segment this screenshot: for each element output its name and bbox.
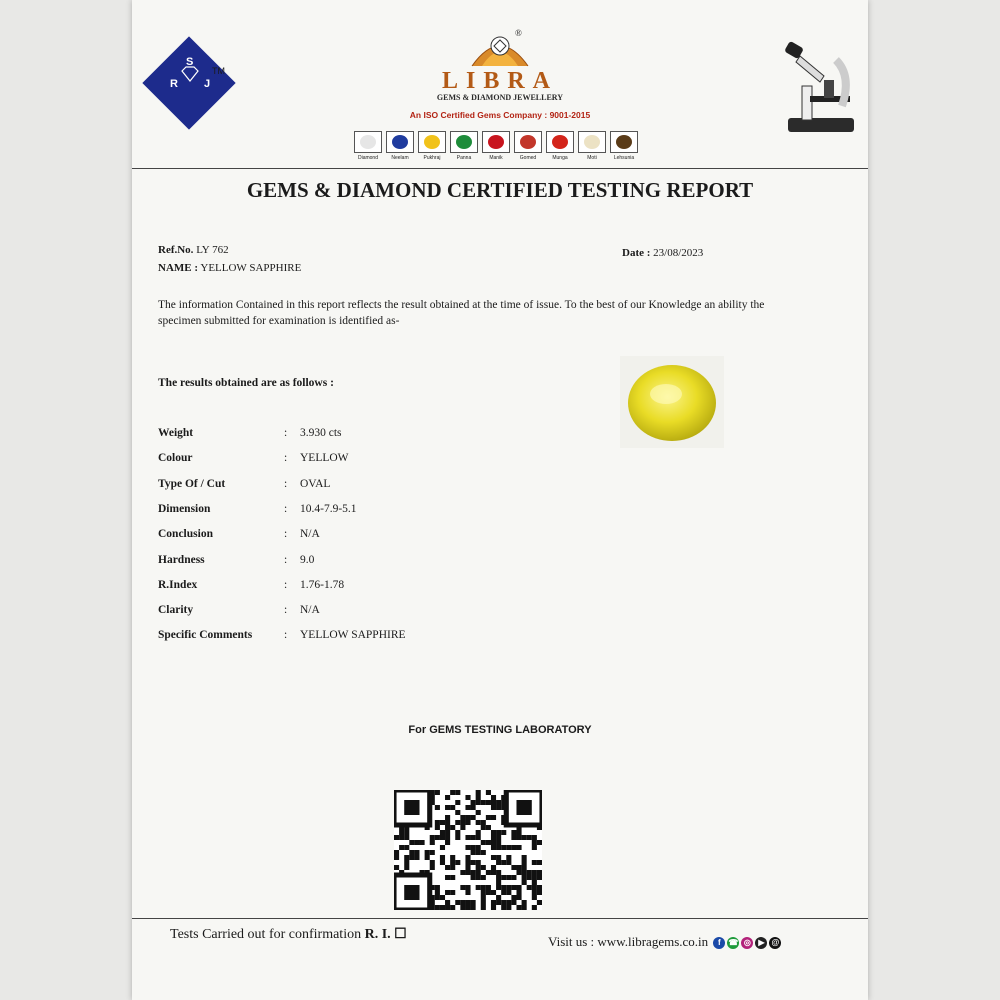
result-colon: : [284,578,288,591]
result-row [158,427,558,445]
result-row [158,478,558,496]
result-value: 1.76-1.78 [300,578,345,591]
social-icons [713,937,781,949]
website-link[interactable]: Visit us : www.libragems.co.in [548,934,709,949]
ref-value: LY 762 [196,244,229,256]
gem-swatch-item [386,131,414,165]
gem-swatch-item [546,131,574,165]
stone-name [158,262,301,274]
gem-swatch-box [610,131,638,153]
footer-divider [132,918,868,919]
tests-text: Tests Carried out for confirmation [170,927,362,942]
result-key: Hardness [158,553,205,566]
instagram-icon[interactable]: ◎ [741,937,753,949]
gem-swatch-item [610,131,638,165]
whatsapp-icon[interactable]: ☎ [728,938,739,948]
gem-strip [354,131,646,165]
gem-icon [392,135,408,149]
result-key: Colour [158,452,193,465]
report-title: GEMS & DIAMOND CERTIFIED TESTING REPORT [246,178,754,202]
ref-label: Ref.No. [158,244,194,256]
trademark-mark: TM [212,66,225,76]
gem-swatch-box [354,131,382,153]
result-key: R.Index [158,578,198,591]
result-row [158,629,558,647]
result-key: Clarity [158,604,194,617]
result-row [158,503,558,521]
gem-swatch-item [354,131,382,165]
result-row [158,528,558,546]
result-row [158,452,558,470]
srj-letter-j: J [204,78,211,90]
gem-swatch-box [578,131,606,153]
result-value: 3.930 cts [300,427,342,439]
gem-swatch-item [418,131,446,165]
result-colon: : [284,528,288,541]
result-value: YELLOW SAPPHIRE [300,629,406,642]
gemstone-photo [620,356,724,448]
iso-line: An ISO Certified Gems Company : 9001-2015 [409,110,591,120]
gem-label: Diamond [357,155,378,161]
result-row [158,579,558,597]
gem-swatch-box [514,131,542,153]
gem-icon [520,135,536,149]
gem-icon [456,135,472,149]
gem-swatch-item [482,131,510,165]
gem-label: Moti [587,155,597,161]
registered-mark: ® [515,28,522,38]
gem-icon [552,135,568,149]
header-divider [132,168,868,169]
result-key: Weight [158,427,194,439]
gem-label: Neelam [391,155,409,161]
result-colon: : [284,477,288,490]
result-colon: : [284,604,288,617]
gem-label: Panna [456,155,472,161]
gem-label: Lehsunia [613,155,635,161]
ref-number [158,244,229,256]
name-value: YELLOW SAPPHIRE [200,262,302,274]
result-value: N/A [300,528,320,541]
qr-code [394,790,542,910]
youtube-icon[interactable]: ▶ [755,937,767,949]
result-colon: : [284,553,288,566]
result-value: N/A [300,604,320,617]
gem-swatch-box [482,131,510,153]
gem-icon [616,135,632,149]
result-colon: : [284,502,288,515]
gem-label: Manik [489,155,503,161]
libra-crest-icon [468,26,532,70]
report-date [622,247,703,259]
gem-label: Munga [552,155,568,161]
srj-letter-s: S [186,56,194,68]
gem-label: Pukhraj [423,155,441,161]
visit-us [548,934,781,950]
result-colon: : [284,452,288,465]
gem-icon [360,135,376,149]
threads-icon[interactable]: @ [769,937,781,949]
brand-name: LIBRA [441,68,559,94]
result-key: Dimension [158,502,211,515]
result-value: OVAL [300,477,331,490]
date-label: Date : [622,247,651,259]
name-label: NAME : [158,262,199,274]
result-key: Specific Comments [158,629,253,642]
brand-tagline: GEMS & DIAMOND JEWELLERY [436,93,564,102]
date-value: 23/08/2023 [653,247,704,259]
gem-icon [584,135,600,149]
gem-swatch-box [386,131,414,153]
tests-confirmation [170,926,407,943]
intro-paragraph: The information Contained in this report reflects the result obtained at the time of issue. To the best of our Knowledge an ability the specimen submitted for examination is identified as- [158,299,765,327]
results-heading: The results obtained are as follows : [158,377,334,389]
lab-signature-line: For GEMS TESTING LABORATORY [408,724,592,736]
result-key: Type Of / Cut [158,477,226,490]
result-value: 9.0 [300,553,315,566]
result-value: 10.4-7.9-5.1 [300,502,357,515]
result-row [158,554,558,572]
gem-icon [488,135,504,149]
ri-checkbox-label: R. I. ☐ [364,927,407,942]
gem-swatch-item [514,131,542,165]
srj-letter-r: R [170,78,178,90]
result-colon: : [284,427,288,439]
gem-icon [424,135,440,149]
gem-swatch-box [450,131,478,153]
result-row [158,604,558,622]
result-colon: : [284,629,288,642]
gem-swatch-item [578,131,606,165]
gem-swatch-box [418,131,446,153]
certificate-page [132,0,868,1000]
facebook-icon[interactable]: f [713,937,725,949]
gem-label: Gomed [519,155,537,161]
result-key: Conclusion [158,528,213,541]
result-value: YELLOW [300,452,349,465]
gem-swatch-item [450,131,478,165]
gem-swatch-box [546,131,574,153]
microscope-icon [780,36,858,136]
